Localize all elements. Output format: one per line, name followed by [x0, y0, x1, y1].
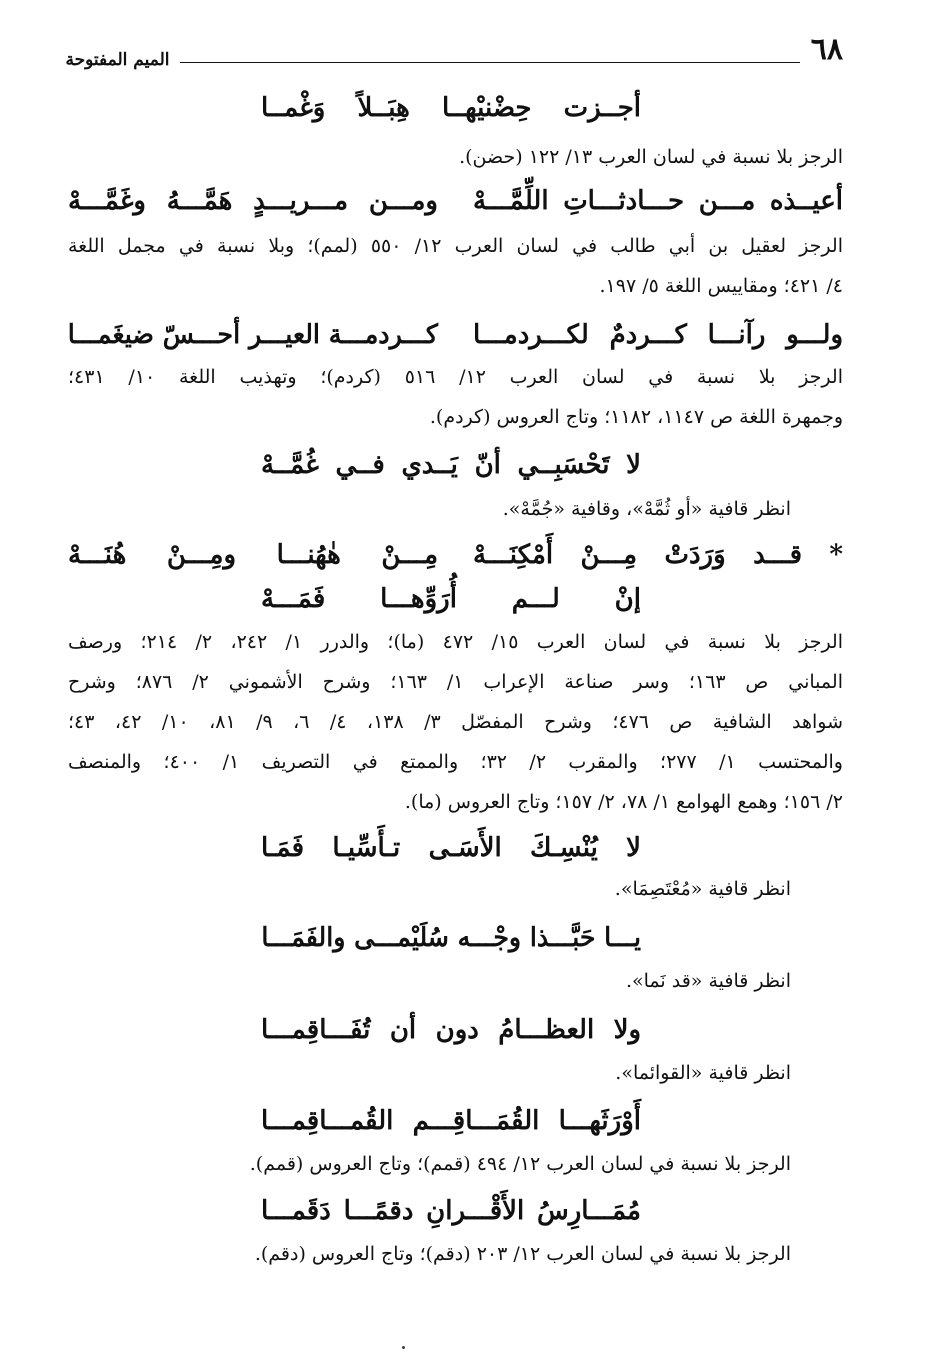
verse-line: ولا العظـــامُ دون أن تُفَـــاقِمـــا [261, 1015, 641, 1045]
note-line: انظر قافية «أو ثُمَّهْ»، وقافية «جُمَّهْ». [502, 498, 791, 520]
verse-line: أَوْرَثَهـــا القُمَـــاقِـــم القُمـــاقِمـــا [261, 1106, 641, 1136]
verse-first-hemistich: أعيــذه مـــن حـــادثـــاتِ اللِّمَّـــهْ [473, 186, 843, 216]
verse-line: مُمَـــارِسُ الأَقْـــرانِ دقمًـــا دَقَمـــا [261, 1196, 641, 1226]
note-line: والمحتسب ١/ ٢٧٧؛ والمقرب ٢/ ٣٢؛ والممتع في التصريف ١/ ٤٠٠؛ والمنصف [68, 751, 843, 773]
note-line: الرجز بلا نسبة في لسان العرب ١٢/ ٢٠٣ (دقم)؛ وتاج العروس (دقم). [254, 1243, 791, 1265]
note-line: الرجز لعقيل بن أبي طالب في لسان العرب ١٢/ ٥٥٠ (لمم)؛ وبلا نسبة في مجمل اللغة [68, 235, 843, 257]
note-line: انظر قافية «قد نَما». [625, 970, 791, 992]
verse-line: لا يُنْسِـكَ الأَسَـى تـأَسِّيـا فَمَـا [261, 833, 641, 863]
verse-second-hemistich: مِـــنْ هٰهُنـــا ومِـــنْ هُنَـــهْ [68, 540, 438, 570]
note-line: الرجز بلا نسبة في لسان العرب ١٢/ ٥١٦ (كردم)؛ وتهذيب اللغة ١٠/ ٤٣١؛ [68, 366, 843, 388]
verse-first-hemistich: ولـــو رآنـــا كـــردمٌ لكـــردمـــا [473, 320, 843, 350]
page-number: ٦٨ [810, 32, 843, 67]
note-line: المباني ص ١٦٣؛ وسر صناعة الإعراب ١/ ١٦٣؛ وشرح الأشموني ٢/ ٨٧٦؛ وشرح [68, 671, 843, 693]
note-line: ٢/ ١٥٦؛ وهمع الهوامع ١/ ٧٨، ٢/ ١٥٧؛ وتاج العروس (ما). [404, 791, 843, 813]
verse-second-hemistich: ومـــن مـــريـــدٍ هَمَّـــهُ وغَمَّـــهْ [68, 186, 438, 216]
scan-speck [402, 1346, 405, 1349]
header-rule [180, 62, 800, 63]
verse-second-hemistich: كـــردمـــة العيـــر أحـــسّ ضيغَمـــا [67, 320, 438, 350]
note-line: انظر قافية «مُعْتَصِمَا». [614, 878, 791, 900]
verse-first-hemistich: * قـــد وَرَدَتْ مِـــنْ أَمْكِنَـــهْ [473, 540, 843, 570]
note-line: الرجز بلا نسبة في لسان العرب ١٣/ ١٢٢ (حضن). [459, 146, 843, 168]
note-line: الرجز بلا نسبة في لسان العرب ١٢/ ٤٩٤ (قمم)؛ وتاج العروس (قمم). [249, 1153, 791, 1175]
section-title: الميم المفتوحة [65, 50, 170, 70]
note-line: شواهد الشافية ص ٤٧٦؛ وشرح المفصّل ٣/ ١٣٨، ٤/ ٦، ٩/ ٨١، ١٠/ ٤٢، ٤٣؛ [68, 711, 844, 733]
note-line: انظر قافية «القوائما». [615, 1062, 791, 1084]
verse-line: لا تَحْسَبِــي أنّ يَــدي فــي غُمَّــهْ [261, 450, 641, 480]
note-line: الرجز بلا نسبة في لسان العرب ١٥/ ٤٧٢ (ما)؛ والدرر ١/ ٢٤٢، ٢/ ٢١٤؛ ورصف [68, 631, 843, 653]
verse-line: يـــا حَبَّـــذا وجْـــه سُلَيْمـــى والفَمَـــا [261, 923, 641, 953]
note-line: وجمهرة اللغة ص ١١٤٧، ١١٨٢؛ وتاج العروس (كردم). [429, 406, 843, 428]
verse-line: أجــزت حِضْنيْهــا هِبَــلاً وَغْمــا [261, 93, 641, 123]
verse-line: إنْ لـــم أُرَوِّهـــا فَمَـــهْ [261, 584, 641, 614]
note-line: ٤/ ٤٢١؛ ومقاييس اللغة ٥/ ١٩٧. [599, 275, 843, 297]
